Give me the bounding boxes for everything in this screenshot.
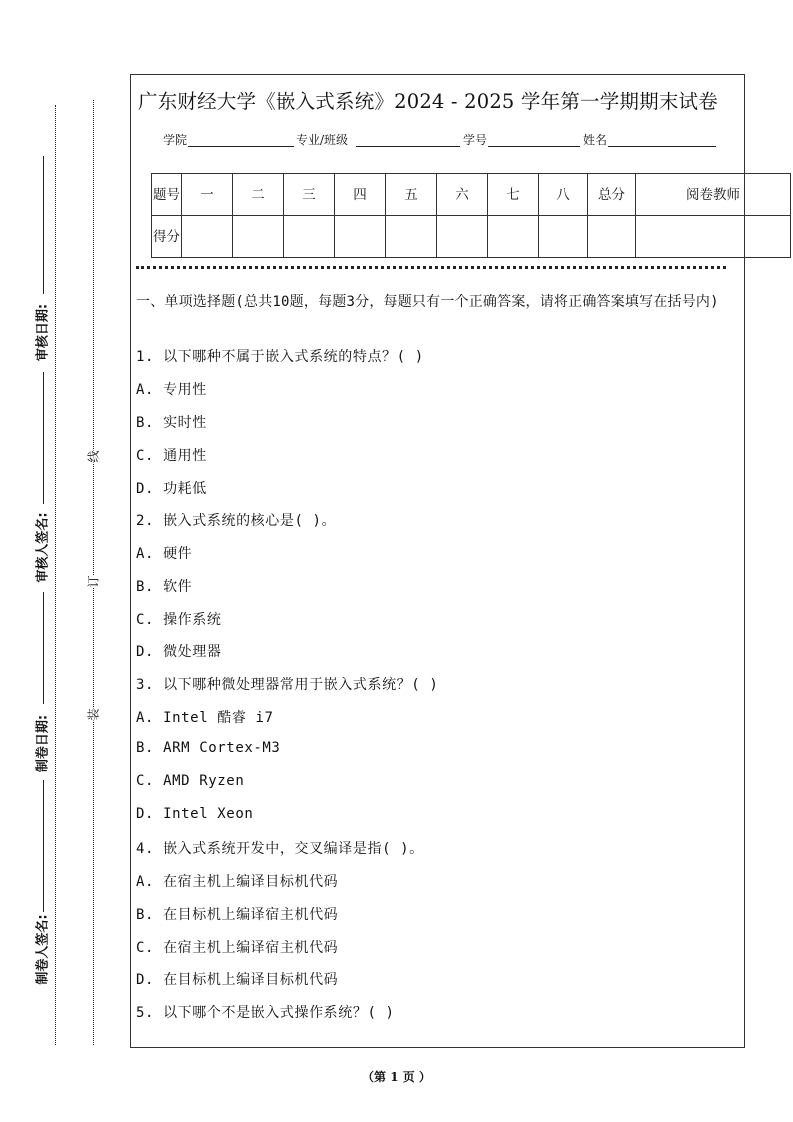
setter-signature-line bbox=[43, 780, 44, 912]
exam-title: 广东财经大学《嵌入式系统》2024 - 2025 学年第一学期期末试卷 bbox=[138, 90, 718, 113]
section-separator bbox=[136, 266, 726, 269]
score-header-cell: 八 bbox=[539, 174, 588, 216]
setter-date-label: 制卷日期: bbox=[35, 714, 51, 773]
reviewer-signature-line bbox=[43, 372, 44, 504]
option-item: C. 通用性 bbox=[136, 448, 207, 464]
score-header-cell: 七 bbox=[488, 174, 539, 216]
name-blank[interactable] bbox=[608, 146, 716, 147]
binding-char-xian: 线 bbox=[86, 450, 101, 463]
score-cell[interactable] bbox=[386, 216, 437, 258]
reviewer-signature-label: 审核人签名: bbox=[35, 512, 51, 583]
score-table-score-row bbox=[152, 216, 791, 258]
binding-dotted-line-inner bbox=[93, 100, 94, 1045]
option-item: A. Intel 酷睿 i7 bbox=[136, 710, 274, 726]
option-item: B. 在目标机上编译宿主机代码 bbox=[136, 907, 339, 923]
review-date-line bbox=[43, 156, 44, 294]
option-item: D. Intel Xeon bbox=[136, 806, 254, 822]
score-header-cell: 二 bbox=[233, 174, 284, 216]
id-label: 学号 bbox=[463, 133, 488, 147]
score-cell[interactable] bbox=[636, 216, 791, 258]
setter-date-line bbox=[43, 592, 44, 704]
major-label: 专业/班级 bbox=[296, 133, 349, 147]
score-cell[interactable] bbox=[284, 216, 335, 258]
score-cell[interactable] bbox=[182, 216, 233, 258]
section1-heading: 一、单项选择题(总共10题，每题3分，每题只有一个正确答案，请将正确答案填写在括号内) bbox=[136, 294, 719, 310]
option-item: B. ARM Cortex-M3 bbox=[136, 740, 281, 756]
score-header-cell: 题号 bbox=[152, 174, 182, 216]
option-item: C. 操作系统 bbox=[136, 612, 222, 628]
score-cell[interactable] bbox=[539, 216, 588, 258]
score-table-header-row bbox=[152, 174, 791, 216]
option-item: B. 软件 bbox=[136, 579, 193, 595]
major-blank[interactable] bbox=[356, 146, 460, 147]
review-date-label: 审核日期: bbox=[35, 303, 51, 362]
page-footer: （第 1 页 ） bbox=[362, 1070, 431, 1084]
score-header-cell: 五 bbox=[386, 174, 437, 216]
college-blank[interactable] bbox=[188, 146, 294, 147]
score-cell[interactable] bbox=[588, 216, 636, 258]
setter-signature-label: 制卷人签名: bbox=[35, 914, 51, 985]
question-stem: 5. 以下哪个不是嵌入式操作系统？( ) bbox=[136, 1005, 395, 1021]
score-header-cell: 总分 bbox=[588, 174, 636, 216]
score-cell[interactable] bbox=[233, 216, 284, 258]
score-row-label: 得分 bbox=[152, 216, 182, 258]
binding-char-zhuang: 装 bbox=[86, 708, 101, 721]
score-header-cell: 四 bbox=[335, 174, 386, 216]
question-stem: 2. 嵌入式系统的核心是( )。 bbox=[136, 513, 337, 529]
id-blank[interactable] bbox=[488, 146, 580, 147]
score-table bbox=[151, 173, 791, 258]
option-item: A. 专用性 bbox=[136, 382, 207, 398]
option-item: A. 硬件 bbox=[136, 546, 193, 562]
score-header-cell: 六 bbox=[437, 174, 488, 216]
name-label: 姓名 bbox=[583, 133, 608, 147]
option-item: C. AMD Ryzen bbox=[136, 773, 245, 789]
score-header-cell: 阅卷教师 bbox=[636, 174, 791, 216]
option-item: D. 在目标机上编译目标机代码 bbox=[136, 972, 339, 988]
question-stem: 1. 以下哪种不属于嵌入式系统的特点？( ) bbox=[136, 349, 424, 365]
question-stem: 4. 嵌入式系统开发中，交叉编译是指( )。 bbox=[136, 841, 424, 857]
college-label: 学院 bbox=[163, 133, 188, 147]
option-item: C. 在宿主机上编译宿主机代码 bbox=[136, 940, 339, 956]
binding-dotted-line-outer bbox=[55, 105, 56, 1045]
question-stem: 3. 以下哪种微处理器常用于嵌入式系统？( ) bbox=[136, 677, 439, 693]
option-item: B. 实时性 bbox=[136, 415, 207, 431]
option-item: D. 微处理器 bbox=[136, 644, 222, 660]
option-item: D. 功耗低 bbox=[136, 481, 207, 497]
score-cell[interactable] bbox=[335, 216, 386, 258]
option-item: A. 在宿主机上编译目标机代码 bbox=[136, 874, 339, 890]
binding-margin bbox=[0, 0, 128, 1060]
score-cell[interactable] bbox=[437, 216, 488, 258]
score-header-cell: 三 bbox=[284, 174, 335, 216]
binding-char-ding: 订 bbox=[86, 575, 101, 588]
score-header-cell: 一 bbox=[182, 174, 233, 216]
score-cell[interactable] bbox=[488, 216, 539, 258]
